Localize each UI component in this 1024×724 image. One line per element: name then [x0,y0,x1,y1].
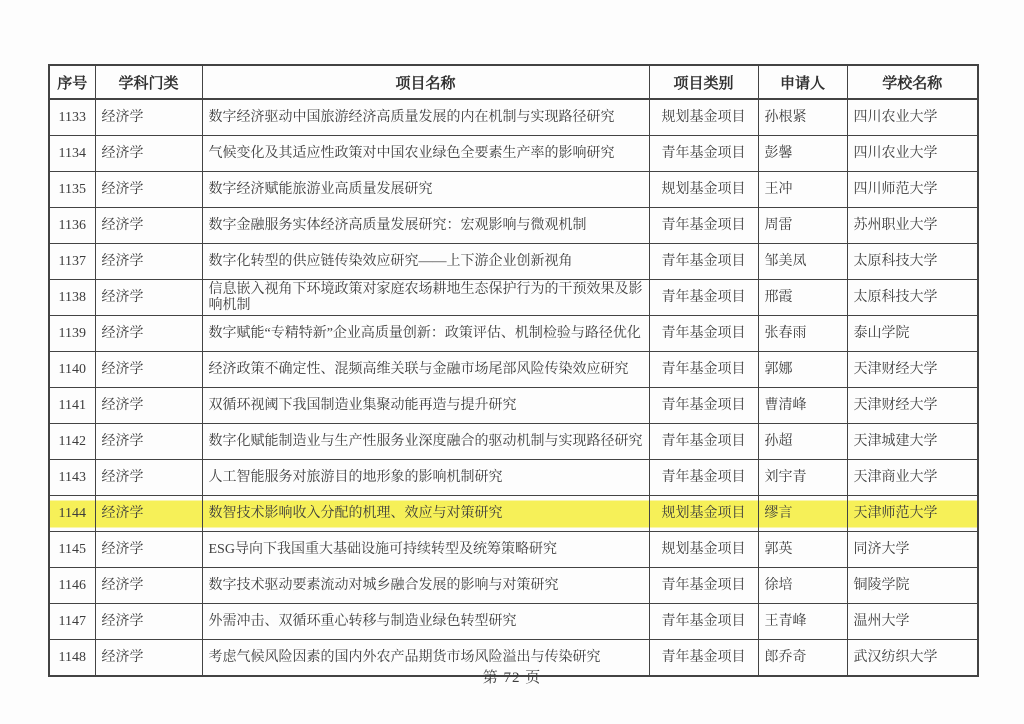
cell-school-name: 天津财经大学 [847,388,978,424]
cell-applicant: 周雷 [758,208,847,244]
cell-applicant: 王冲 [758,172,847,208]
col-header-project-name: 项目名称 [202,65,649,99]
cell-project-category: 规划基金项目 [649,99,758,136]
cell-project-category: 青年基金项目 [649,424,758,460]
cell-project-name: 数字经济驱动中国旅游经济高质量发展的内在机制与实现路径研究 [202,99,649,136]
table-header-row [49,65,978,99]
cell-school-name: 泰山学院 [847,316,978,352]
cell-serial-number: 1142 [49,424,95,460]
cell-project-category: 青年基金项目 [649,640,758,677]
cell-discipline: 经济学 [95,99,202,136]
cell-project-category: 青年基金项目 [649,208,758,244]
cell-school-name: 天津师范大学 [847,496,978,532]
page-number-footer: 第 72 页 [482,670,542,686]
cell-project-category: 青年基金项目 [649,604,758,640]
cell-school-name: 太原科技大学 [847,280,978,316]
table-row [49,604,978,640]
cell-project-category: 青年基金项目 [649,316,758,352]
cell-discipline: 经济学 [95,280,202,316]
table-row [49,316,978,352]
cell-project-name: 数智技术影响收入分配的机理、效应与对策研究 [202,496,649,532]
cell-serial-number: 1147 [49,604,95,640]
cell-discipline: 经济学 [95,352,202,388]
cell-project-name: 数字技术驱动要素流动对城乡融合发展的影响与对策研究 [202,568,649,604]
cell-project-name: 数字化转型的供应链传染效应研究——上下游企业创新视角 [202,244,649,280]
table-row [49,460,978,496]
cell-project-name: 气候变化及其适应性政策对中国农业绿色全要素生产率的影响研究 [202,136,649,172]
projects-table [48,64,979,677]
cell-project-name: 人工智能服务对旅游目的地形象的影响机制研究 [202,460,649,496]
cell-serial-number: 1144 [49,496,95,532]
cell-project-category: 青年基金项目 [649,388,758,424]
col-header-discipline: 学科门类 [95,65,202,99]
cell-discipline: 经济学 [95,460,202,496]
table-row [49,424,978,460]
cell-serial-number: 1135 [49,172,95,208]
cell-discipline: 经济学 [95,532,202,568]
table-row [49,136,978,172]
cell-serial-number: 1141 [49,388,95,424]
cell-school-name: 天津城建大学 [847,424,978,460]
cell-project-category: 规划基金项目 [649,532,758,568]
col-header-applicant: 申请人 [758,65,847,99]
cell-applicant: 徐培 [758,568,847,604]
cell-project-name: 信息嵌入视角下环境政策对家庭农场耕地生态保护行为的干预效果及影响机制 [202,280,649,316]
cell-school-name: 四川农业大学 [847,99,978,136]
cell-project-category: 规划基金项目 [649,496,758,532]
cell-project-category: 青年基金项目 [649,244,758,280]
cell-serial-number: 1140 [49,352,95,388]
cell-project-name: 经济政策不确定性、混频高维关联与金融市场尾部风险传染效应研究 [202,352,649,388]
cell-project-category: 青年基金项目 [649,568,758,604]
cell-discipline: 经济学 [95,388,202,424]
cell-serial-number: 1146 [49,568,95,604]
cell-discipline: 经济学 [95,316,202,352]
cell-applicant: 郭娜 [758,352,847,388]
cell-discipline: 经济学 [95,496,202,532]
table-row [49,99,978,136]
cell-applicant: 孙超 [758,424,847,460]
cell-project-name: 考虑气候风险因素的国内外农产品期货市场风险溢出与传染研究 [202,640,649,677]
cell-project-name: 数字金融服务实体经济高质量发展研究：宏观影响与微观机制 [202,208,649,244]
cell-discipline: 经济学 [95,208,202,244]
cell-applicant: 刘宇青 [758,460,847,496]
cell-project-name: 数字经济赋能旅游业高质量发展研究 [202,172,649,208]
cell-discipline: 经济学 [95,424,202,460]
cell-discipline: 经济学 [95,604,202,640]
cell-applicant: 邹美凤 [758,244,847,280]
cell-project-name: 数字赋能“专精特新”企业高质量创新：政策评估、机制检验与路径优化 [202,316,649,352]
cell-project-name: 数字化赋能制造业与生产性服务业深度融合的驱动机制与实现路径研究 [202,424,649,460]
cell-project-category: 规划基金项目 [649,172,758,208]
cell-school-name: 温州大学 [847,604,978,640]
cell-serial-number: 1139 [49,316,95,352]
cell-school-name: 铜陵学院 [847,568,978,604]
table-row [49,388,978,424]
table-row [49,244,978,280]
cell-applicant: 曹清峰 [758,388,847,424]
cell-applicant: 王青峰 [758,604,847,640]
col-header-project-category: 项目类别 [649,65,758,99]
cell-applicant: 彭馨 [758,136,847,172]
cell-project-name: 外需冲击、双循环重心转移与制造业绿色转型研究 [202,604,649,640]
cell-serial-number: 1134 [49,136,95,172]
table-row [49,172,978,208]
col-header-serial-number: 序号 [49,65,95,99]
table-row [49,568,978,604]
cell-school-name: 天津财经大学 [847,352,978,388]
cell-serial-number: 1138 [49,280,95,316]
cell-serial-number: 1136 [49,208,95,244]
cell-discipline: 经济学 [95,244,202,280]
cell-serial-number: 1143 [49,460,95,496]
projects-table-container [48,64,979,677]
cell-serial-number: 1148 [49,640,95,677]
cell-applicant: 邢霞 [758,280,847,316]
col-header-school-name: 学校名称 [847,65,978,99]
cell-applicant: 孙根紧 [758,99,847,136]
cell-project-category: 青年基金项目 [649,136,758,172]
cell-project-category: 青年基金项目 [649,460,758,496]
table-row [49,280,978,316]
table-row [49,532,978,568]
cell-school-name: 同济大学 [847,532,978,568]
cell-serial-number: 1137 [49,244,95,280]
cell-project-category: 青年基金项目 [649,352,758,388]
cell-applicant: 郭英 [758,532,847,568]
cell-project-name: 双循环视阈下我国制造业集聚动能再造与提升研究 [202,388,649,424]
cell-applicant: 张春雨 [758,316,847,352]
cell-school-name: 天津商业大学 [847,460,978,496]
table-row [49,208,978,244]
cell-school-name: 四川农业大学 [847,136,978,172]
cell-discipline: 经济学 [95,640,202,677]
cell-project-name: ESG导向下我国重大基础设施可持续转型及统筹策略研究 [202,532,649,568]
table-row [49,352,978,388]
cell-applicant: 缪言 [758,496,847,532]
cell-applicant: 郎乔奇 [758,640,847,677]
cell-serial-number: 1145 [49,532,95,568]
cell-discipline: 经济学 [95,172,202,208]
cell-school-name: 武汉纺织大学 [847,640,978,677]
cell-school-name: 苏州职业大学 [847,208,978,244]
cell-serial-number: 1133 [49,99,95,136]
cell-school-name: 四川师范大学 [847,172,978,208]
cell-school-name: 太原科技大学 [847,244,978,280]
cell-discipline: 经济学 [95,568,202,604]
cell-discipline: 经济学 [95,136,202,172]
table-row [49,496,978,532]
cell-project-category: 青年基金项目 [649,280,758,316]
